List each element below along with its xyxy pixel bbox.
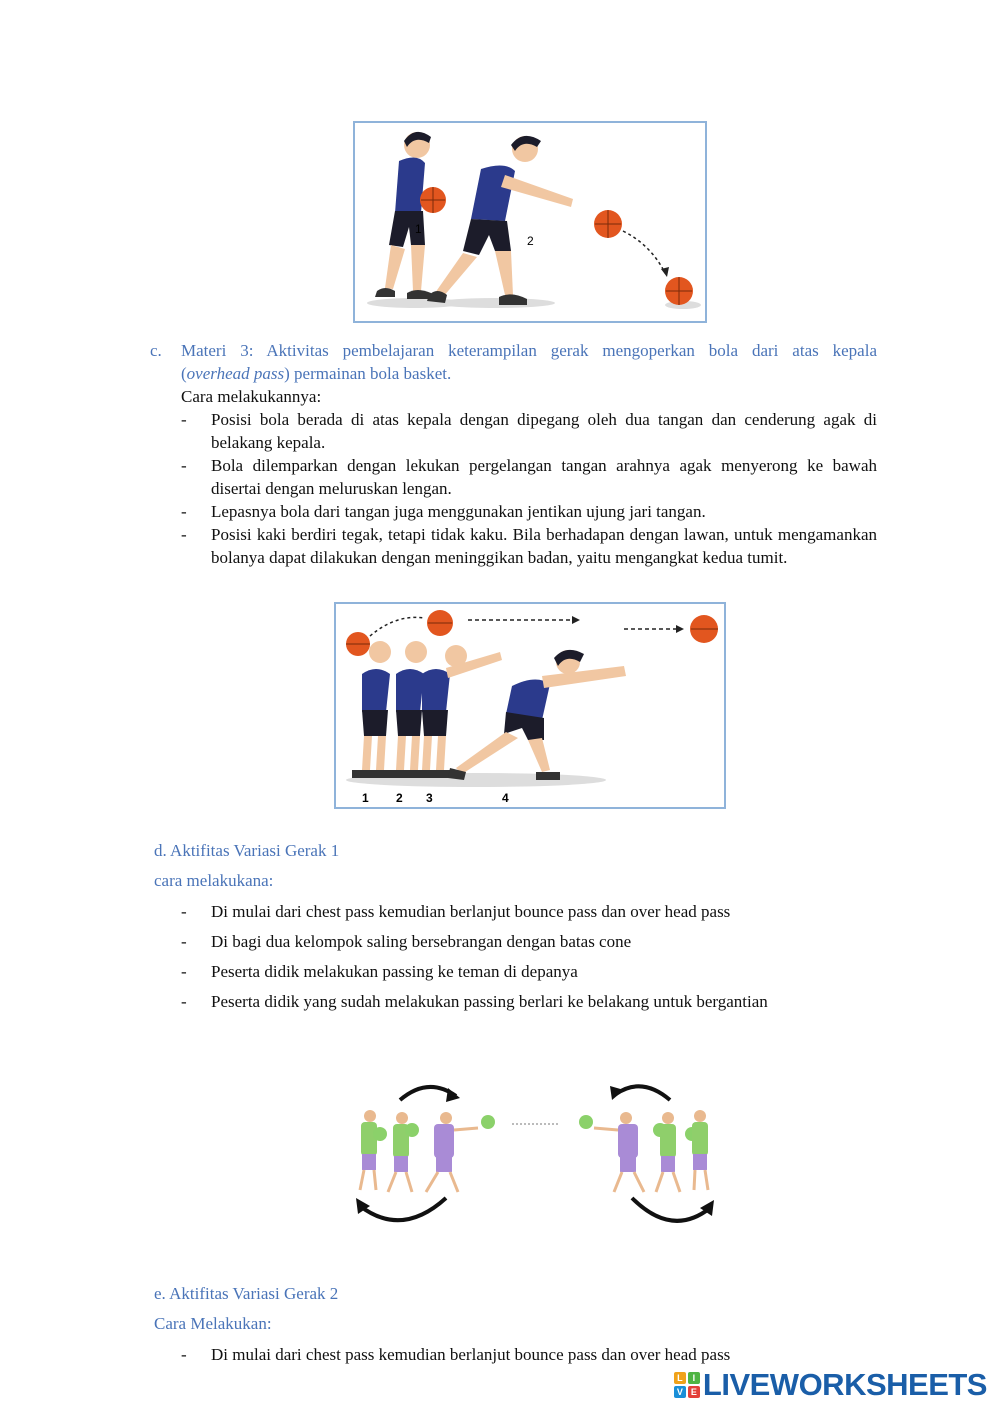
bullet-dash: -	[181, 992, 187, 1011]
section-c-item-1: Posisi bola berada di atas kepala dengan dipegang oleh dua tangan dan cenderung agak di belakang kepala.	[211, 410, 877, 452]
section-c-title-line2	[181, 362, 451, 385]
section-c-title-line1: Materi 3: Aktivitas pembelajaran keterampilan gerak mengoperkan bola dari atas kepala	[181, 341, 877, 360]
bullet-dash: -	[181, 456, 187, 475]
right-group-figures	[579, 1110, 708, 1192]
section-c-intro: Cara melakukannya:	[181, 387, 322, 406]
section-c-item-2: Bola dilemparkan dengan lekukan pergelangan tangan arahnya agak menyerong ke bawah disertai dengan meluruskan lengan.	[211, 456, 877, 498]
section-e-item-1: Di mulai dari chest pass kemudian berlanjut bounce pass dan over head pass	[211, 1345, 731, 1364]
passing-drill-figure	[350, 1078, 720, 1228]
bullet-dash: -	[181, 962, 187, 981]
logo-mark-icon: L I V E	[674, 1372, 700, 1398]
section-d-item-4: Peserta didik yang sudah melakukan passing berlari ke belakang untuk bergantian	[211, 992, 768, 1011]
figure2-label-1: 1	[362, 791, 369, 805]
player-1-figure	[375, 132, 431, 299]
figure2-label-4: 4	[502, 791, 509, 805]
bullet-dash: -	[181, 410, 187, 429]
bounce-pass-illustration	[355, 123, 705, 321]
section-c-marker: c.	[150, 341, 162, 360]
overhead-pass-illustration	[336, 604, 724, 807]
section-e-title: e. Aktifitas Variasi Gerak 2	[154, 1284, 339, 1303]
bullet-dash: -	[181, 932, 187, 951]
bullet-dash: -	[181, 902, 187, 921]
figure2-label-3: 3	[426, 791, 433, 805]
bullet-dash: -	[181, 525, 187, 544]
bounce-pass-figure	[353, 121, 707, 323]
figure2-label-2: 2	[396, 791, 403, 805]
section-c-title-rest: ) permainan bola basket.	[284, 364, 452, 383]
section-d-item-1: Di mulai dari chest pass kemudian berlanjut bounce pass dan over head pass	[211, 902, 731, 921]
section-d-title: d. Aktifitas Variasi Gerak 1	[154, 841, 340, 860]
left-group-figures	[360, 1110, 495, 1192]
logo-text: LIVEWORKSHEETS	[702, 1367, 987, 1402]
section-d-subtitle: cara melakukana:	[154, 871, 274, 890]
liveworksheets-logo	[674, 1367, 987, 1403]
section-d-item-2: Di bagi dua kelompok saling bersebrangan dengan batas cone	[211, 932, 632, 951]
overhead-pass-figure	[334, 602, 726, 809]
section-c-item-3: Lepasnya bola dari tangan juga menggunakan jentikan ujung jari tangan.	[211, 502, 706, 521]
figure1-label-1: 1	[415, 222, 422, 236]
figure1-label-2: 2	[527, 234, 534, 248]
bullet-dash: -	[181, 502, 187, 521]
section-d-item-3: Peserta didik melakukan passing ke teman di depanya	[211, 962, 578, 981]
section-e-subtitle: Cara Melakukan:	[154, 1314, 272, 1333]
player-2-figure	[427, 136, 573, 305]
section-c-title-italic: overhead pass	[186, 364, 285, 383]
player-4-figure	[448, 650, 626, 780]
section-c-paren-open: (	[181, 364, 187, 383]
passing-drill-illustration	[350, 1078, 720, 1228]
bullet-dash: -	[181, 1345, 187, 1364]
section-c-item-4: Posisi kaki berdiri tegak, tetapi tidak kaku. Bila berhadapan dengan lawan, untuk mengamankan bolanya dapat dilakukan dengan meninggikan badan, yaitu mengangkat kedua tumit.	[211, 525, 877, 567]
